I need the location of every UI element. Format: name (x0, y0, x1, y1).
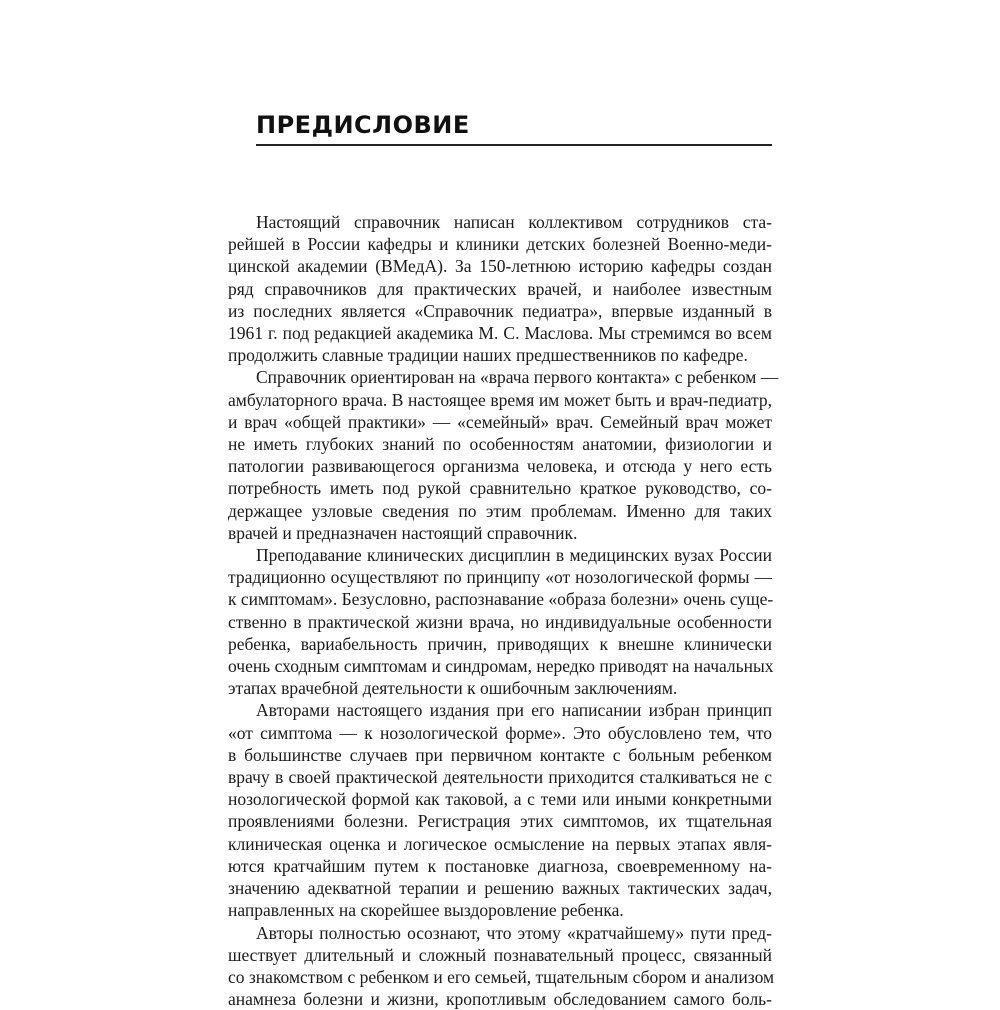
text-line: значению адекватной терапии и решению важных тактических задач, (228, 877, 772, 899)
text-line: ются кратчайшим путем к постановке диагноза, своевременному на- (228, 855, 772, 877)
text-line: анамнеза болезни и жизни, кропотливым обследованием самого боль- (228, 988, 772, 1010)
text-line: клиническая оценка и логическое осмысление на первых этапах явля- (228, 833, 772, 855)
text-line: ряд справочников для практических врачей, и наиболее известным (228, 278, 772, 300)
text-line: патологии развивающегося организма человека, и отсюда у него есть (228, 455, 772, 477)
text-line: Справочник ориентирован на «врача первого контакта» с ребенком — (228, 366, 772, 388)
text-line: Преподавание клинических дисциплин в медицинских вузах России (228, 544, 772, 566)
paragraph (228, 366, 772, 544)
text-line: рейшей в России кафедры и клиники детских болезней Военно-меди- (228, 233, 772, 255)
text-line: шествует длительный и сложный познавательный процесс, связанный (228, 944, 772, 966)
text-line: потребность иметь под рукой сравнительно краткое руководство, со- (228, 477, 772, 499)
paragraph (228, 211, 772, 366)
text-line: в большинстве случаев при первичном контакте с больным ребенком (228, 744, 772, 766)
text-line: проявлениями болезни. Регистрация этих симптомов, их тщательная (228, 810, 772, 832)
text-line: нозологической формой как таковой, а с теми или иными конкретными (228, 788, 772, 810)
text-line: традиционно осуществляют по принципу «от нозологической формы — (228, 566, 772, 588)
text-line: держащее узловые сведения по этим проблемам. Именно для таких (228, 500, 772, 522)
text-line: Авторами настоящего издания при его написании избран принцип (228, 699, 772, 721)
text-line: к симптомам». Безусловно, распознавание «образа болезни» очень суще- (228, 588, 772, 610)
text-line: Авторы полностью осознают, что этому «кратчайшему» пути пред- (228, 922, 772, 944)
paragraph (228, 922, 772, 1010)
text-line: продолжить славные традиции наших предшественников по кафедре. (228, 344, 772, 366)
text-line: врачей и предназначен настоящий справочник. (228, 522, 772, 544)
text-line: 1961 г. под редакцией академика М. С. Маслова. Мы стремимся во всем (228, 322, 772, 344)
paragraph (228, 699, 772, 921)
text-line: Настоящий справочник написан коллективом сотрудников ста- (228, 211, 772, 233)
body-text (228, 211, 772, 1010)
text-line: «от симптома — к нозологической форме». Это обусловлено тем, что (228, 722, 772, 744)
text-line: ребенка, вариабельность причин, приводящих к внешне клинически (228, 633, 772, 655)
heading-rule (256, 144, 772, 146)
text-line: со знакомством с ребенком и его семьей, тщательным сбором и анализом (228, 966, 772, 988)
text-line: амбулаторного врача. В настоящее время им может быть и врач-педиатр, (228, 389, 772, 411)
text-line: цинской академии (ВМедА). За 150-летнюю историю кафедры создан (228, 255, 772, 277)
chapter-heading: ПРЕДИСЛОВИЕ (256, 110, 772, 140)
text-line: направленных на скорейшее выздоровление ребенка. (228, 899, 772, 921)
text-line: врачу в своей практической деятельности приходится сталкиваться не с (228, 766, 772, 788)
text-line: из последних является «Справочник педиатра», впервые изданный в (228, 300, 772, 322)
paragraph (228, 544, 772, 699)
text-line: очень сходным симптомам и синдромам, нередко приводят на начальных (228, 655, 772, 677)
text-line: ственно в практической жизни врача, но индивидуальные особенности (228, 611, 772, 633)
text-line: не иметь глубоких знаний по особенностям анатомии, физиологии и (228, 433, 772, 455)
text-line: и врач «общей практики» — «семейный» врач. Семейный врач может (228, 411, 772, 433)
text-line: этапах врачебной деятельности к ошибочным заключениям. (228, 677, 772, 699)
